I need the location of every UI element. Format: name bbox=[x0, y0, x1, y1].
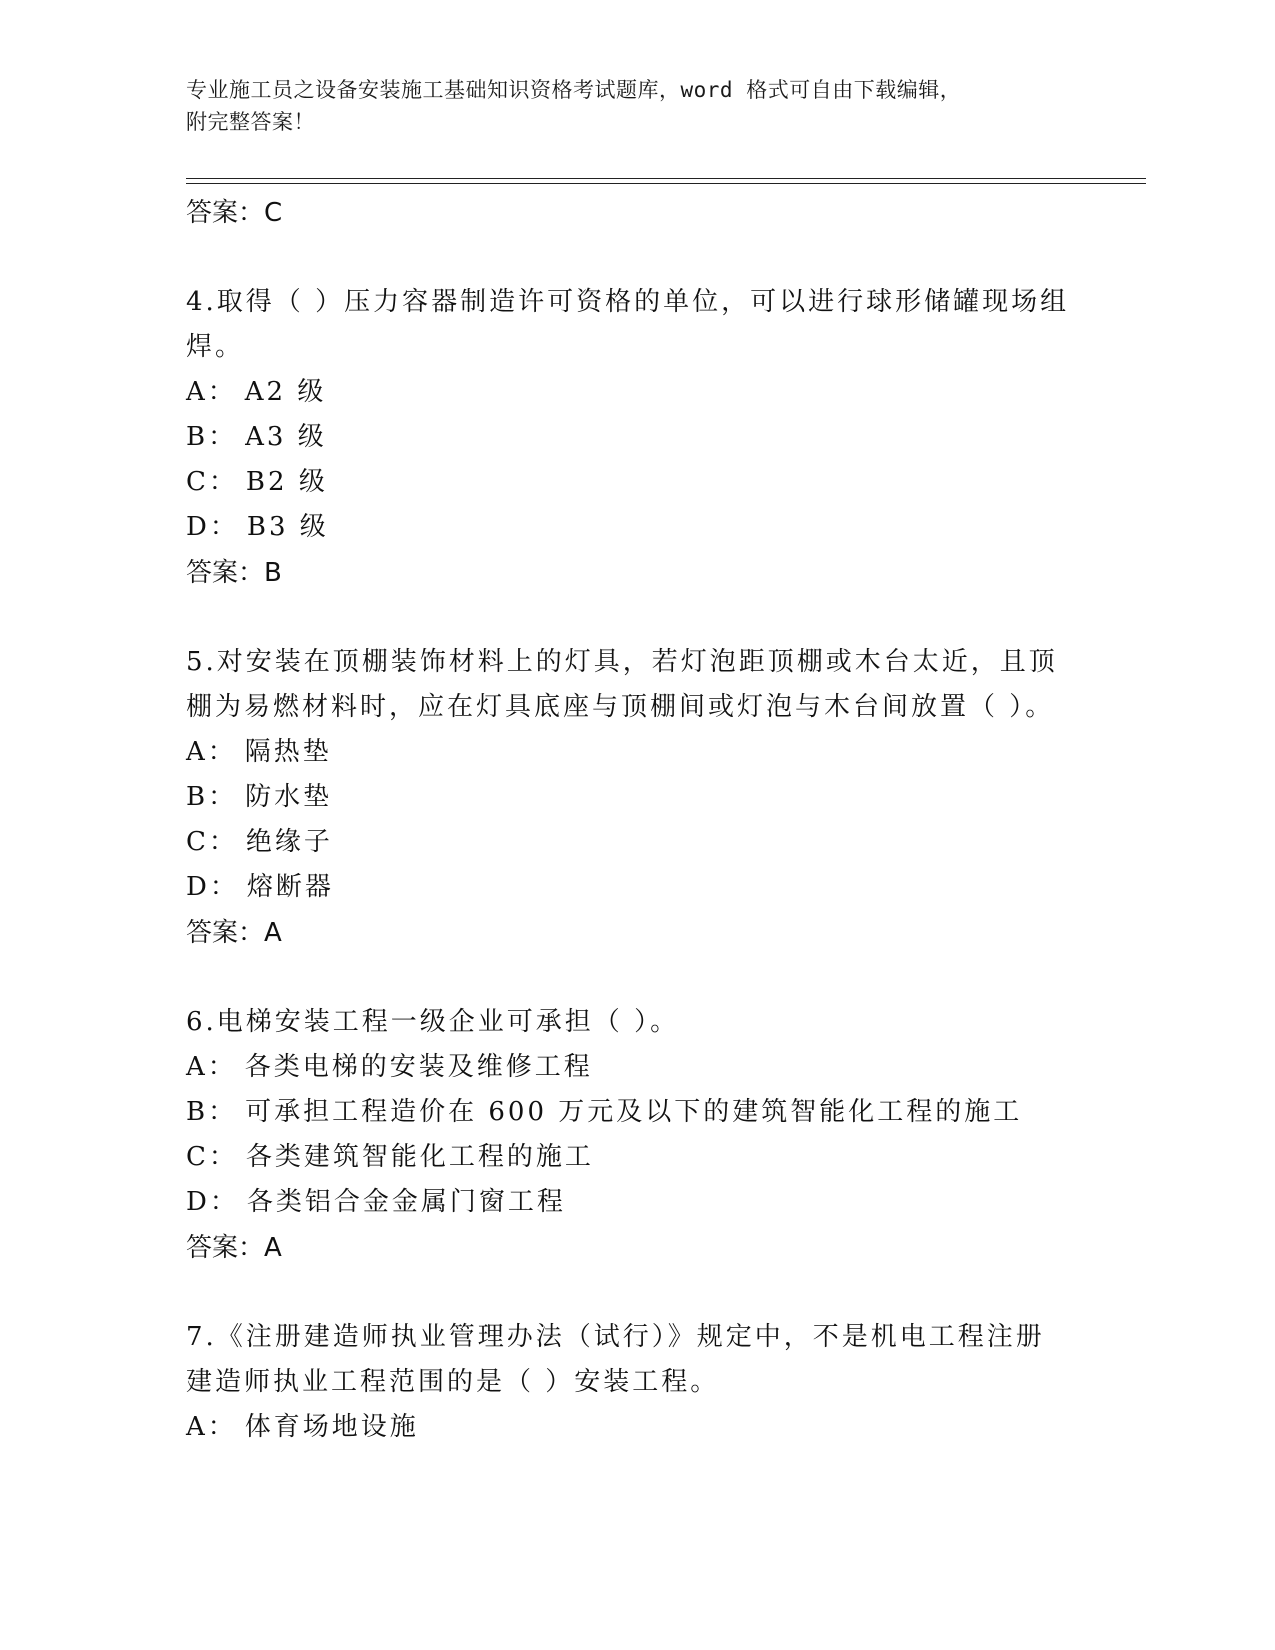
question-6-option-a: A： 各类电梯的安装及维修工程 bbox=[186, 1052, 593, 1082]
question-4-option-b: B： A3 级 bbox=[186, 422, 327, 452]
header-line-1: 专业施工员之设备安装施工基础知识资格考试题库，word 格式可自由下载编辑， bbox=[186, 78, 962, 102]
question-4-answer: 答案：B bbox=[186, 558, 282, 588]
question-5-text-line-1: 5.对安装在顶棚装饰材料上的灯具，若灯泡距顶棚或木台太近，且顶 bbox=[186, 647, 1058, 677]
question-5 bbox=[186, 640, 1086, 956]
question-6-option-c: C： 各类建筑智能化工程的施工 bbox=[186, 1142, 594, 1172]
question-5-option-d: D： 熔断器 bbox=[186, 872, 334, 902]
question-7-text-line-1: 7.《注册建造师执业管理办法（试行）》规定中，不是机电工程注册 bbox=[186, 1322, 1045, 1352]
question-5-answer: 答案：A bbox=[186, 918, 282, 948]
previous-answer: 答案：C bbox=[186, 198, 283, 228]
question-5-option-c: C： 绝缘子 bbox=[186, 827, 333, 857]
question-5-text-line-2: 棚为易燃材料时，应在灯具底座与顶棚间或灯泡与木台间放置（ ）。 bbox=[186, 692, 1055, 722]
question-6-option-b: B： 可承担工程造价在 600 万元及以下的建筑智能化工程的施工 bbox=[186, 1097, 1023, 1127]
header-divider-bottom bbox=[186, 183, 1146, 184]
question-4 bbox=[186, 280, 1086, 596]
question-7-text-line-2: 建造师执业工程范围的是（ ）安装工程。 bbox=[186, 1367, 720, 1397]
question-4-text-line-1: 4.取得（ ）压力容器制造许可资格的单位，可以进行球形储罐现场组 bbox=[186, 287, 1070, 317]
header-divider-top bbox=[186, 178, 1146, 179]
question-4-option-c: C： B2 级 bbox=[186, 467, 328, 497]
question-5-option-a: A： 隔热垫 bbox=[186, 737, 332, 767]
question-4-option-a: A： A2 级 bbox=[186, 377, 327, 407]
question-4-text-line-2: 焊。 bbox=[186, 332, 245, 362]
question-7 bbox=[186, 1315, 1086, 1450]
question-6-option-d: D： 各类铝合金金属门窗工程 bbox=[186, 1187, 566, 1217]
question-6-text-line-1: 6.电梯安装工程一级企业可承担（ ）。 bbox=[186, 1007, 680, 1037]
header-line-2: 附完整答案！ bbox=[186, 110, 315, 134]
question-6-answer: 答案：A bbox=[186, 1233, 282, 1263]
question-5-option-b: B： 防水垫 bbox=[186, 782, 333, 812]
question-4-option-d: D： B3 级 bbox=[186, 512, 329, 542]
question-6 bbox=[186, 1000, 1086, 1271]
question-list bbox=[186, 190, 1086, 1450]
question-7-option-a: A： 体育场地设施 bbox=[186, 1412, 419, 1442]
document-header bbox=[186, 74, 1066, 138]
